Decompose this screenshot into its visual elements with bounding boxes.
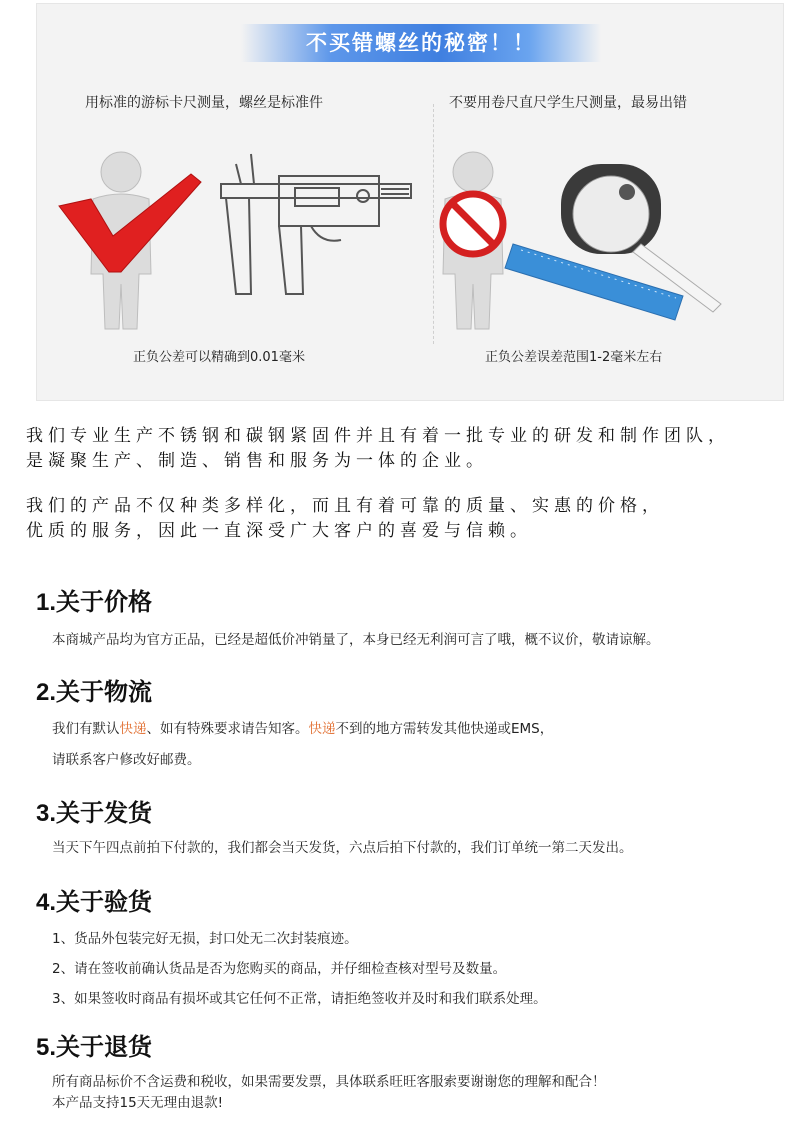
- inspection-line2: 2、请在签收前确认货品是否为您购买的商品，并仔细检查核对型号及数量。: [52, 961, 507, 977]
- logistics-text-e: 不到的地方需转发其他快递或EMS，: [335, 721, 554, 737]
- section-logistics-title: 2.关于物流: [36, 679, 153, 706]
- logistics-text-c: 、如有特殊要求请告知客。: [146, 721, 309, 737]
- section-returns-title: 5.关于退货: [36, 1034, 153, 1061]
- inspection-line3: 3、如果签收时商品有损坏或其它任何不正常，请拒绝签收并及时和我们联系处理。: [52, 991, 547, 1007]
- section-shipping-title: 3.关于发货: [36, 800, 153, 827]
- price-text: 本商城产品均为官方正品，已经是超低价冲销量了，本身已经无利润可言了哦，概不议价，敬请谅解。: [52, 632, 660, 648]
- logistics-line1: [52, 717, 553, 737]
- inspection-line1: 1、货品外包装完好无损，封口处无二次封装痕迹。: [52, 931, 358, 947]
- returns-line2: 本产品支持15天无理由退款!: [52, 1095, 224, 1111]
- tape-measure-illustration: [421, 144, 771, 344]
- right-caption: 不要用卷尺直尺学生尺测量，最易出错: [449, 95, 687, 111]
- caliper-check-illustration: [51, 144, 421, 344]
- banner-title: 不买错螺丝的秘密！！: [241, 24, 601, 62]
- logistics-text-a: 我们有默认: [52, 721, 120, 737]
- returns-line1: 所有商品标价不含运费和税收，如果需要发票，具体联系旺旺客服索要谢谢您的理解和配合！: [52, 1074, 606, 1090]
- left-tolerance-note: 正负公差可以精确到0.01毫米: [133, 350, 305, 365]
- right-tolerance-note: 正负公差误差范围1-2毫米左右: [485, 350, 663, 365]
- vernier-caliper-icon: [221, 154, 411, 294]
- intro-p1-line1: 我们专业生产不锈钢和碳钢紧固件并且有着一批专业的研发和制作团队，: [26, 426, 730, 446]
- intro-p1-line2: 是凝聚生产、制造、销售和服务为一体的企业。: [26, 451, 488, 471]
- shipping-text: 当天下午四点前拍下付款的，我们都会当天发货，六点后拍下付款的，我们订单统一第二天发出。: [52, 840, 633, 856]
- intro-p2-line2: 优质的服务，因此一直深受广大客户的喜爱与信赖。: [26, 521, 532, 541]
- section-price-title: 1.关于价格: [36, 589, 153, 616]
- measurement-banner: [36, 3, 784, 401]
- courier-highlight: 快递: [119, 721, 147, 737]
- intro-p2-line1: 我们的产品不仅种类多样化，而且有着可靠的质量、实惠的价格，: [26, 496, 664, 516]
- left-caption: 用标准的游标卡尺测量，螺丝是标准件: [85, 95, 323, 111]
- courier-highlight-2: 快递: [308, 721, 336, 737]
- logistics-line2: 请联系客户修改好邮费。: [52, 752, 201, 768]
- prohibition-icon: [443, 194, 503, 254]
- section-inspection-title: 4.关于验货: [36, 889, 153, 916]
